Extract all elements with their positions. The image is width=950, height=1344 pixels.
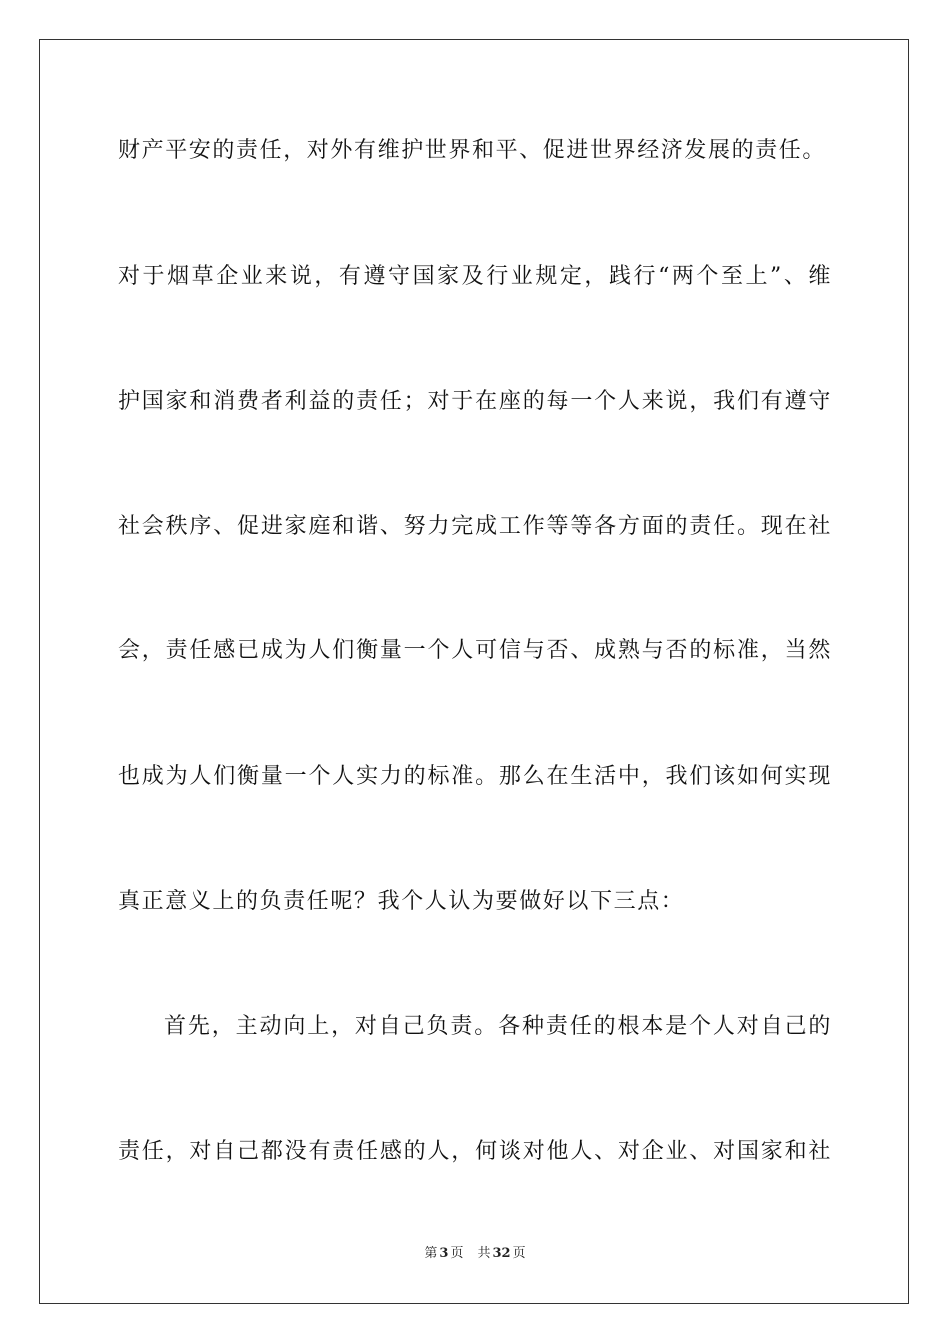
- page-prefix: 第: [424, 1246, 438, 1261]
- paragraph-line: 首先，主动向上，对自己负责。各种责任的根本是个人对自己的: [164, 1014, 832, 1039]
- paragraph-line: 对于烟草企业来说，有遵守国家及行业规定，践行“两个至上”、维: [118, 264, 832, 289]
- paragraph-line: 也成为人们衡量一个人实力的标准。那么在生活中，我们该如何实现: [118, 764, 832, 789]
- total-prefix: 共: [477, 1246, 491, 1261]
- paragraph-line: 真正意义上的负责任呢？我个人认为要做好以下三点：: [118, 889, 685, 914]
- paragraph-line: 财产平安的责任，对外有维护世界和平、促进世界经济发展的责任。: [118, 138, 827, 163]
- total-suffix: 页: [512, 1246, 526, 1261]
- page-suffix: 页: [450, 1246, 464, 1261]
- paragraph-line: 责任，对自己都没有责任感的人，何谈对他人、对企业、对国家和社: [118, 1139, 832, 1164]
- paragraph-line: 护国家和消费者利益的责任；对于在座的每一个人来说，我们有遵守: [118, 389, 832, 414]
- page-footer: [0, 1245, 950, 1263]
- page-border: [39, 39, 909, 1304]
- paragraph-line: 社会秩序、促进家庭和谐、努力完成工作等等各方面的责任。现在社: [118, 514, 832, 539]
- paragraph-line: 会，责任感已成为人们衡量一个人可信与否、成熟与否的标准，当然: [118, 638, 832, 663]
- page-number: 3: [439, 1246, 449, 1261]
- total-pages: 32: [492, 1246, 511, 1261]
